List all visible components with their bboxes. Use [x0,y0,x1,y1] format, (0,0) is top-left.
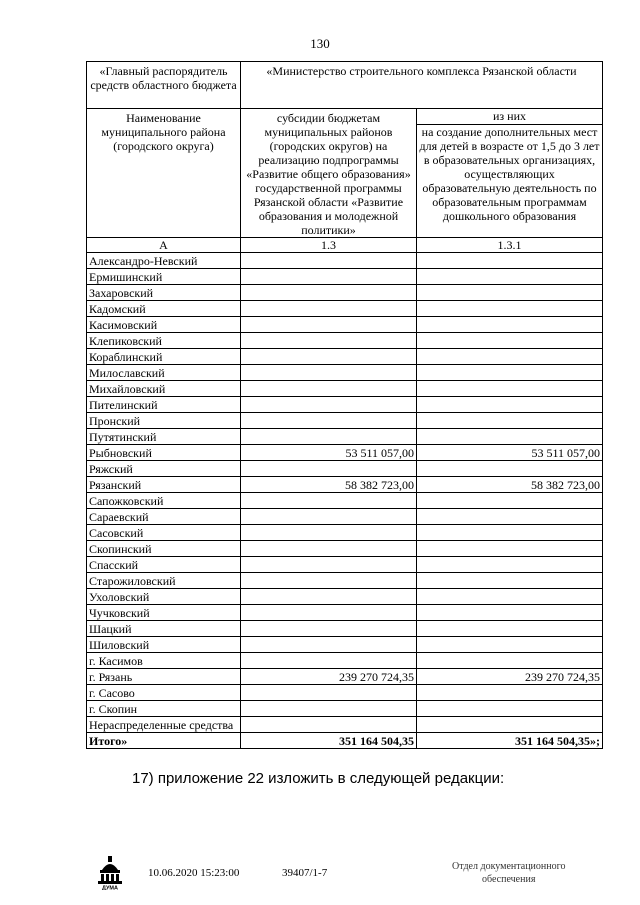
row-name: Захаровский [87,285,241,301]
table-row [87,509,603,525]
row-value-1-3-1 [417,525,603,541]
row-name: г. Скопин [87,701,241,717]
table-row [87,477,603,493]
row-value-1-3: 53 511 057,00 [241,445,417,461]
table-row [87,253,603,269]
row-name: Клепиковский [87,333,241,349]
row-value-1-3: 58 382 723,00 [241,477,417,493]
table-row [87,653,603,669]
row-value-1-3 [241,301,417,317]
row-name: Милославский [87,365,241,381]
table-row [87,429,603,445]
row-value-1-3 [241,349,417,365]
row-value-1-3-1 [417,509,603,525]
col1-header: Наименование муниципального района (городского округа) [87,109,241,238]
row-value-1-3-1 [417,589,603,605]
row-value-1-3 [241,365,417,381]
table-row [87,605,603,621]
table-row [87,365,603,381]
row-name: Сасовский [87,525,241,541]
row-value-1-3 [241,429,417,445]
table-row [87,701,603,717]
row-name: Скопинский [87,541,241,557]
row-name: Старожиловский [87,573,241,589]
row-name: Кадомский [87,301,241,317]
row-value-1-3-1 [417,701,603,717]
row-value-1-3: 239 270 724,35 [241,669,417,685]
row-name: Сараевский [87,509,241,525]
row-value-1-3-1 [417,333,603,349]
row-value-1-3 [241,637,417,653]
header-label: «Главный распорядитель средств областного бюджета [87,62,241,109]
row-value-1-3 [241,269,417,285]
table-row [87,669,603,685]
table-row [87,621,603,637]
row-value-1-3 [241,509,417,525]
row-value-1-3-1 [417,317,603,333]
row-name: Чучковский [87,605,241,621]
row-value-1-3-1 [417,397,603,413]
row-name: Путятинский [87,429,241,445]
row-value-1-3-1: 53 511 057,00 [417,445,603,461]
row-value-1-3-1 [417,605,603,621]
row-value-1-3-1 [417,573,603,589]
row-value-1-3-1 [417,301,603,317]
footer-stamp [452,860,565,886]
header-value: «Министерство строительного комплекса Рязанской области [241,62,603,109]
row-name: Шиловский [87,637,241,653]
row-name: Ермишинский [87,269,241,285]
row-name: г. Рязань [87,669,241,685]
row-value-1-3-1 [417,541,603,557]
row-value-1-3 [241,701,417,717]
svg-text:ДУМА: ДУМА [102,885,118,890]
row-value-1-3 [241,653,417,669]
total-row [87,733,603,749]
row-value-1-3-1: 239 270 724,35 [417,669,603,685]
table-row [87,301,603,317]
row-name: Касимовский [87,317,241,333]
row-value-1-3 [241,317,417,333]
col2-header: субсидии бюджетам муниципальных районов (городских округов) на реализацию подпрограммы «Развитие общего образования» государственной программы Рязанской области «Развитие образования и молодежной политики» [241,109,417,238]
table-row [87,637,603,653]
row-value-1-3 [241,397,417,413]
index-1-3: 1.3 [241,238,417,253]
page-number: 130 [310,36,330,51]
row-value-1-3 [241,557,417,573]
row-value-1-3-1 [417,685,603,701]
table-row [87,269,603,285]
row-value-1-3-1 [417,557,603,573]
row-value-1-3-1 [417,413,603,429]
row-name: г. Касимов [87,653,241,669]
table-row [87,397,603,413]
index-row [87,238,603,253]
row-value-1-3-1 [417,349,603,365]
table-row [87,381,603,397]
instruction-text: 17) приложение 22 изложить в следующей редакции: [132,770,505,787]
row-value-1-3 [241,621,417,637]
row-value-1-3 [241,381,417,397]
table-row [87,541,603,557]
row-value-1-3 [241,413,417,429]
row-value-1-3 [241,685,417,701]
row-value-1-3-1 [417,461,603,477]
row-value-1-3-1 [417,653,603,669]
footer-doc-id: 39407/1-7 [282,867,328,879]
row-name: Ухоловский [87,589,241,605]
table-row [87,285,603,301]
row-name: Сапожковский [87,493,241,509]
total-label: Итого» [87,733,241,749]
row-value-1-3-1 [417,269,603,285]
col3-header: на создание дополнительных мест для детей в возрасте от 1,5 до 3 лет в образовательных организациях, осуществляющих образовательную деятельность по образовательным программам дошкольного образования [417,125,603,238]
table-row [87,445,603,461]
table-row [87,493,603,509]
row-value-1-3 [241,573,417,589]
table-row [87,589,603,605]
table-row [87,349,603,365]
row-value-1-3 [241,333,417,349]
table-row [87,333,603,349]
budget-table [86,61,603,749]
row-value-1-3-1 [417,365,603,381]
table-row [87,685,603,701]
table-row [87,557,603,573]
row-value-1-3-1 [417,621,603,637]
row-value-1-3 [241,285,417,301]
row-value-1-3-1 [417,253,603,269]
index-a: А [87,238,241,253]
row-value-1-3 [241,589,417,605]
row-value-1-3 [241,541,417,557]
row-name: Рыбновский [87,445,241,461]
row-value-1-3 [241,253,417,269]
table-row [87,317,603,333]
row-value-1-3-1 [417,717,603,733]
row-name: Рязанский [87,477,241,493]
row-value-1-3 [241,605,417,621]
col3-top-header: из них [417,109,603,125]
row-value-1-3-1 [417,493,603,509]
duma-logo-icon [97,856,123,890]
table-row [87,461,603,477]
row-name: Нераспределенные средства [87,717,241,733]
footer-stamp-line2: обеспечения [482,874,536,885]
row-value-1-3-1 [417,285,603,301]
row-value-1-3-1 [417,637,603,653]
total-value-1-3: 351 164 504,35 [241,733,417,749]
row-value-1-3 [241,461,417,477]
row-value-1-3 [241,525,417,541]
row-name: Пронский [87,413,241,429]
table-row [87,573,603,589]
row-name: Пителинский [87,397,241,413]
row-name: г. Сасово [87,685,241,701]
table-row [87,717,603,733]
row-value-1-3 [241,717,417,733]
column-head-row [87,109,603,125]
total-value-1-3-1: 351 164 504,35»; [417,733,603,749]
table-row [87,525,603,541]
footer-stamp-line1: Отдел документационного [452,861,566,872]
footer-timestamp: 10.06.2020 15:23:00 [148,867,240,879]
row-name: Михайловский [87,381,241,397]
row-value-1-3-1 [417,381,603,397]
table-row [87,413,603,429]
row-value-1-3-1 [417,429,603,445]
row-name: Ряжский [87,461,241,477]
index-1-3-1: 1.3.1 [417,238,603,253]
row-name: Кораблинский [87,349,241,365]
row-name: Шацкий [87,621,241,637]
header-row [87,62,603,109]
row-value-1-3-1: 58 382 723,00 [417,477,603,493]
row-name: Александро-Невский [87,253,241,269]
row-name: Спасский [87,557,241,573]
row-value-1-3 [241,493,417,509]
